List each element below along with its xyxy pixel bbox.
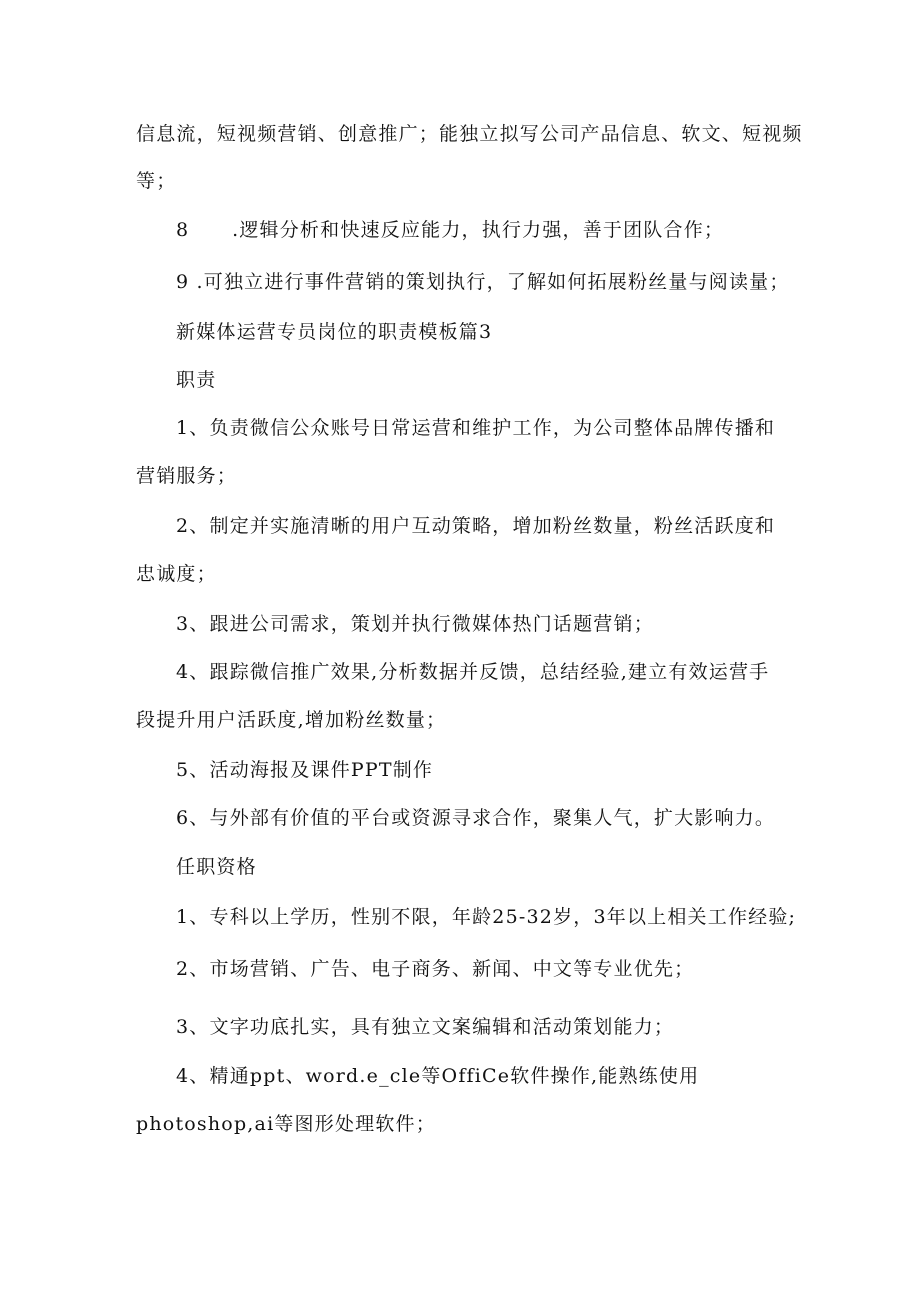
duty-item-2-cont: 忠诚度； bbox=[136, 563, 217, 585]
subheading-qualifications: 任职资格 bbox=[176, 856, 257, 878]
qualification-item-3: 3、文字功底扎实，具有独立文案编辑和活动策划能力； bbox=[176, 1016, 675, 1038]
list-item-9: 9 .可独立进行事件营销的策划执行，了解如何拓展粉丝量与阅读量； bbox=[176, 271, 790, 293]
section-heading: 新媒体运营专员岗位的职责模板篇3 bbox=[176, 321, 493, 343]
qualification-item-2: 2、市场营销、广告、电子商务、新闻、中文等专业优先； bbox=[176, 958, 695, 980]
paragraph-line: 信息流，短视频营销、创意推广；能独立拟写公司产品信息、软文、短视频 bbox=[136, 123, 803, 145]
duty-item-6: 6、与外部有价值的平台或资源寻求合作，聚集人气，扩大影响力。 bbox=[176, 807, 776, 829]
duty-item-1-cont: 营销服务； bbox=[136, 465, 238, 487]
duty-item-4-cont: 段提升用户活跃度,增加粉丝数量； bbox=[136, 709, 447, 731]
subheading-duties: 职责 bbox=[176, 369, 217, 391]
duty-item-2: 2、制定并实施清晰的用户互动策略，增加粉丝数量，粉丝活跃度和 bbox=[176, 515, 776, 537]
paragraph-line: 等； bbox=[136, 170, 177, 192]
qualification-item-4: 4、精通ppt、word.e_cle等OffiCe软件操作,能熟练使用 bbox=[176, 1065, 700, 1087]
list-item-8 bbox=[176, 218, 724, 242]
duty-item-3: 3、跟进公司需求，策划并执行微媒体热门话题营销； bbox=[176, 613, 654, 635]
list-number: 8 bbox=[176, 219, 189, 241]
duty-item-1: 1、负责微信公众账号日常运营和维护工作，为公司整体品牌传播和 bbox=[176, 417, 776, 439]
duty-item-4: 4、跟踪微信推广效果,分析数据并反馈，总结经验,建立有效运营手 bbox=[176, 661, 770, 683]
duty-item-5: 5、活动海报及课件PPT制作 bbox=[176, 759, 434, 781]
qualification-item-1: 1、专科以上学历，性别不限，年龄25-32岁，3年以上相关工作经验; bbox=[176, 906, 797, 928]
list-item-text: .逻辑分析和快速反应能力，执行力强，善于团队合作； bbox=[232, 219, 725, 241]
qualification-item-4-cont: photoshop,ai等图形处理软件； bbox=[136, 1113, 436, 1135]
